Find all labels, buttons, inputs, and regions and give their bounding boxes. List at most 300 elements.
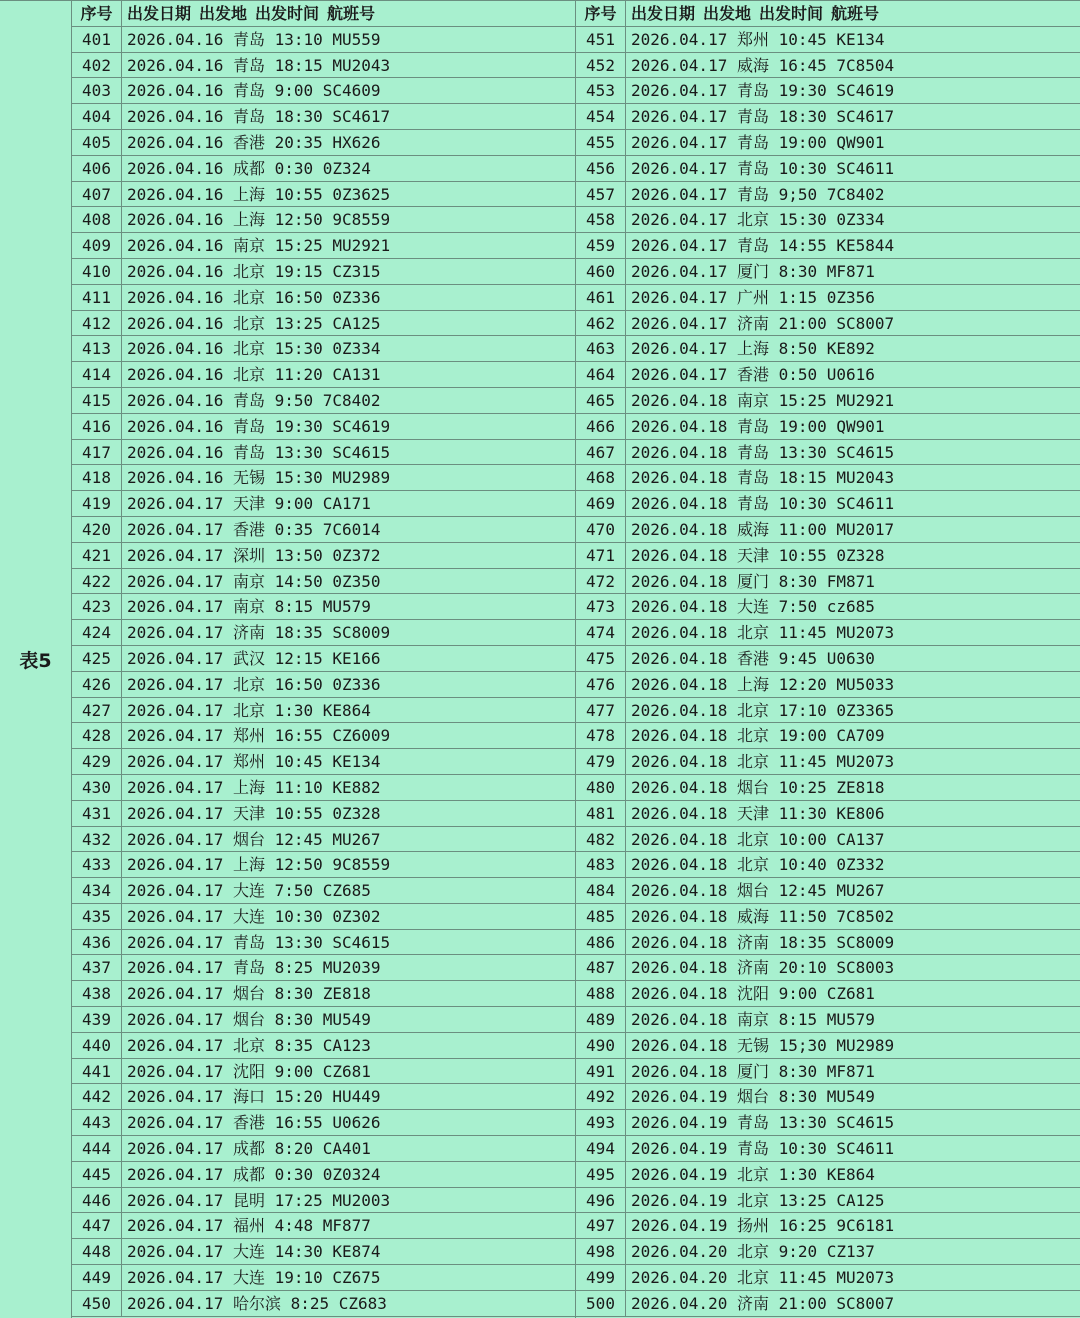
row-flight-info: 2026.04.17 济南 18:35 SC8009 xyxy=(127,623,391,643)
table-row xyxy=(72,1188,575,1214)
row-index: 430 xyxy=(72,775,122,800)
row-flight-info: 2026.04.16 成都 0:30 0Z324 xyxy=(127,158,371,178)
row-index: 484 xyxy=(576,878,626,903)
table-row xyxy=(72,53,575,79)
row-flight-info: 2026.04.17 天津 9:00 CA171 xyxy=(127,494,371,514)
row-index: 464 xyxy=(576,362,626,387)
row-flight-info: 2026.04.17 烟台 8:30 ZE818 xyxy=(127,984,371,1004)
row-index: 470 xyxy=(576,517,626,542)
table-row xyxy=(576,1291,1080,1317)
row-flight-info: 2026.04.17 郑州 16:55 CZ6009 xyxy=(127,726,391,746)
row-flight-info: 2026.04.17 青岛 8:25 MU2039 xyxy=(127,958,381,978)
row-flight-info: 2026.04.16 北京 13:25 CA125 xyxy=(127,313,381,333)
row-flight-info: 2026.04.19 青岛 10:30 SC4611 xyxy=(631,1139,895,1159)
row-flight-info: 2026.04.17 南京 14:50 0Z350 xyxy=(127,571,381,591)
row-index: 408 xyxy=(72,207,122,232)
row-index: 401 xyxy=(72,27,122,52)
row-index: 431 xyxy=(72,801,122,826)
header-fields xyxy=(626,1,1080,26)
table-row xyxy=(576,1007,1080,1033)
row-flight-info: 2026.04.17 厦门 8:30 MF871 xyxy=(631,261,875,281)
row-index: 451 xyxy=(576,27,626,52)
table-row xyxy=(576,259,1080,285)
row-index: 486 xyxy=(576,930,626,955)
row-flight-info: 2026.04.16 青岛 13:10 MU559 xyxy=(127,29,381,49)
row-index: 480 xyxy=(576,775,626,800)
table-row xyxy=(72,362,575,388)
table-row xyxy=(72,440,575,466)
row-flight-info: 2026.04.17 大连 19:10 CZ675 xyxy=(127,1268,381,1288)
row-flight-info: 2026.04.18 厦门 8:30 MF871 xyxy=(631,1061,875,1081)
row-flight-info: 2026.04.18 青岛 10:30 SC4611 xyxy=(631,494,895,514)
table-row xyxy=(72,78,575,104)
row-index: 469 xyxy=(576,491,626,516)
row-index: 437 xyxy=(72,955,122,980)
table-row xyxy=(576,930,1080,956)
row-flight-info: 2026.04.18 香港 9:45 U0630 xyxy=(631,648,875,668)
row-flight-info: 2026.04.17 青岛 13:30 SC4615 xyxy=(127,932,391,952)
row-index: 402 xyxy=(72,53,122,78)
table-row xyxy=(576,156,1080,182)
row-index: 406 xyxy=(72,156,122,181)
row-index: 448 xyxy=(72,1239,122,1264)
row-flight-info: 2026.04.16 北京 16:50 0Z336 xyxy=(127,287,381,307)
row-flight-info: 2026.04.17 上海 12:50 9C8559 xyxy=(127,855,391,875)
header-index: 序号 xyxy=(72,1,122,26)
row-index: 414 xyxy=(72,362,122,387)
table-row xyxy=(576,646,1080,672)
row-flight-info: 2026.04.17 郑州 10:45 KE134 xyxy=(631,29,885,49)
table-row xyxy=(576,207,1080,233)
row-index: 485 xyxy=(576,904,626,929)
row-index: 461 xyxy=(576,285,626,310)
table-row xyxy=(72,981,575,1007)
table-row xyxy=(72,1291,575,1317)
row-flight-info: 2026.04.19 扬州 16:25 9C6181 xyxy=(631,1216,895,1236)
table-row xyxy=(576,388,1080,414)
row-index: 424 xyxy=(72,620,122,645)
row-flight-info: 2026.04.16 青岛 13:30 SC4615 xyxy=(127,442,391,462)
row-flight-info: 2026.04.19 北京 1:30 KE864 xyxy=(631,1164,875,1184)
table-row xyxy=(72,388,575,414)
row-index: 405 xyxy=(72,130,122,155)
row-index: 419 xyxy=(72,491,122,516)
header-flight: 航班号 xyxy=(831,4,880,23)
row-index: 422 xyxy=(72,569,122,594)
table-row xyxy=(72,930,575,956)
row-index: 452 xyxy=(576,53,626,78)
row-flight-info: 2026.04.16 上海 12:50 9C8559 xyxy=(127,210,391,230)
row-flight-info: 2026.04.16 青岛 9:50 7C8402 xyxy=(127,390,381,410)
row-flight-info: 2026.04.17 南京 8:15 MU579 xyxy=(127,597,371,617)
row-index: 467 xyxy=(576,440,626,465)
row-flight-info: 2026.04.17 海口 15:20 HU449 xyxy=(127,1087,381,1107)
row-index: 457 xyxy=(576,182,626,207)
table-row xyxy=(576,981,1080,1007)
row-flight-info: 2026.04.17 广州 1:15 0Z356 xyxy=(631,287,875,307)
row-index: 472 xyxy=(576,569,626,594)
row-flight-info: 2026.04.18 北京 11:45 MU2073 xyxy=(631,752,895,772)
row-index: 497 xyxy=(576,1213,626,1238)
table-row xyxy=(72,852,575,878)
row-flight-info: 2026.04.17 青岛 14:55 KE5844 xyxy=(631,236,895,256)
row-index: 493 xyxy=(576,1110,626,1135)
table-row xyxy=(72,672,575,698)
table-row xyxy=(576,1162,1080,1188)
row-flight-info: 2026.04.16 北京 11:20 CA131 xyxy=(127,365,381,385)
row-index: 425 xyxy=(72,646,122,671)
table-row xyxy=(576,955,1080,981)
row-flight-info: 2026.04.17 北京 15:30 0Z334 xyxy=(631,210,885,230)
row-index: 428 xyxy=(72,723,122,748)
row-index: 487 xyxy=(576,955,626,980)
row-flight-info: 2026.04.18 北京 17:10 0Z3365 xyxy=(631,700,895,720)
header-fields xyxy=(122,1,575,26)
row-flight-info: 2026.04.17 沈阳 9:00 CZ681 xyxy=(127,1061,371,1081)
table-row xyxy=(576,543,1080,569)
header-origin: 出发地 xyxy=(703,4,752,23)
row-index: 468 xyxy=(576,465,626,490)
row-flight-info: 2026.04.16 南京 15:25 MU2921 xyxy=(127,236,391,256)
row-index: 456 xyxy=(576,156,626,181)
row-index: 489 xyxy=(576,1007,626,1032)
row-index: 492 xyxy=(576,1084,626,1109)
row-index: 442 xyxy=(72,1084,122,1109)
row-flight-info: 2026.04.17 武汉 12:15 KE166 xyxy=(127,648,381,668)
row-index: 453 xyxy=(576,78,626,103)
table-row xyxy=(576,1213,1080,1239)
table-row xyxy=(72,878,575,904)
table-row xyxy=(576,362,1080,388)
table-row xyxy=(576,336,1080,362)
row-flight-info: 2026.04.18 北京 19:00 CA709 xyxy=(631,726,885,746)
row-index: 458 xyxy=(576,207,626,232)
row-flight-info: 2026.04.18 北京 10:40 0Z332 xyxy=(631,855,885,875)
table-row xyxy=(72,182,575,208)
row-flight-info: 2026.04.17 威海 16:45 7C8504 xyxy=(631,55,895,75)
table-row xyxy=(72,285,575,311)
table-row xyxy=(72,233,575,259)
row-flight-info: 2026.04.18 济南 18:35 SC8009 xyxy=(631,932,895,952)
row-index: 482 xyxy=(576,827,626,852)
row-index: 407 xyxy=(72,182,122,207)
row-flight-info: 2026.04.17 青岛 18:30 SC4617 xyxy=(631,107,895,127)
row-flight-info: 2026.04.18 威海 11:50 7C8502 xyxy=(631,906,895,926)
row-index: 471 xyxy=(576,543,626,568)
table-row xyxy=(576,233,1080,259)
table-row xyxy=(72,827,575,853)
table-row xyxy=(72,646,575,672)
table-row xyxy=(72,259,575,285)
row-flight-info: 2026.04.17 昆明 17:25 MU2003 xyxy=(127,1190,391,1210)
row-index: 481 xyxy=(576,801,626,826)
row-flight-info: 2026.04.17 烟台 8:30 MU549 xyxy=(127,1010,371,1030)
row-flight-info: 2026.04.17 上海 8:50 KE892 xyxy=(631,339,875,359)
row-flight-info: 2026.04.18 烟台 10:25 ZE818 xyxy=(631,777,885,797)
table-row xyxy=(576,465,1080,491)
table-row xyxy=(72,904,575,930)
table-row xyxy=(576,182,1080,208)
table-row xyxy=(72,620,575,646)
row-index: 496 xyxy=(576,1188,626,1213)
row-index: 409 xyxy=(72,233,122,258)
table-row xyxy=(72,1239,575,1265)
row-index: 479 xyxy=(576,749,626,774)
table-row xyxy=(72,723,575,749)
row-flight-info: 2026.04.16 青岛 19:30 SC4619 xyxy=(127,416,391,436)
table-row xyxy=(72,336,575,362)
header-index: 序号 xyxy=(576,1,626,26)
table-row xyxy=(576,620,1080,646)
row-flight-info: 2026.04.18 厦门 8:30 FM871 xyxy=(631,571,875,591)
row-flight-info: 2026.04.16 青岛 18:15 MU2043 xyxy=(127,55,391,75)
row-index: 426 xyxy=(72,672,122,697)
table-row xyxy=(576,517,1080,543)
table-row xyxy=(72,27,575,53)
table-row xyxy=(72,543,575,569)
row-flight-info: 2026.04.17 哈尔滨 8:25 CZ683 xyxy=(127,1293,387,1313)
table-row xyxy=(72,1059,575,1085)
row-flight-info: 2026.04.17 香港 0:50 U0616 xyxy=(631,365,875,385)
row-index: 436 xyxy=(72,930,122,955)
table-row xyxy=(72,414,575,440)
table-row xyxy=(576,1033,1080,1059)
row-index: 466 xyxy=(576,414,626,439)
row-index: 429 xyxy=(72,749,122,774)
row-flight-info: 2026.04.18 青岛 13:30 SC4615 xyxy=(631,442,895,462)
row-index: 459 xyxy=(576,233,626,258)
rows-left xyxy=(72,27,575,1317)
row-index: 445 xyxy=(72,1162,122,1187)
row-flight-info: 2026.04.20 北京 9:20 CZ137 xyxy=(631,1242,875,1262)
row-index: 500 xyxy=(576,1291,626,1316)
row-index: 432 xyxy=(72,827,122,852)
row-index: 455 xyxy=(576,130,626,155)
table-row xyxy=(72,955,575,981)
table-row xyxy=(576,1110,1080,1136)
table-row xyxy=(576,104,1080,130)
row-index: 427 xyxy=(72,698,122,723)
row-index: 434 xyxy=(72,878,122,903)
table-row xyxy=(72,1007,575,1033)
row-flight-info: 2026.04.18 济南 20:10 SC8003 xyxy=(631,958,895,978)
row-index: 460 xyxy=(576,259,626,284)
row-index: 474 xyxy=(576,620,626,645)
row-index: 416 xyxy=(72,414,122,439)
table-row xyxy=(576,569,1080,595)
table-row xyxy=(576,852,1080,878)
row-flight-info: 2026.04.17 香港 16:55 U0626 xyxy=(127,1113,381,1133)
table-row xyxy=(72,1084,575,1110)
row-index: 454 xyxy=(576,104,626,129)
row-index: 483 xyxy=(576,852,626,877)
row-flight-info: 2026.04.17 青岛 9;50 7C8402 xyxy=(631,184,885,204)
table-row xyxy=(72,491,575,517)
header-time: 出发时间 xyxy=(255,4,320,23)
row-flight-info: 2026.04.17 烟台 12:45 MU267 xyxy=(127,829,381,849)
table-row xyxy=(576,723,1080,749)
table-row xyxy=(576,749,1080,775)
row-flight-info: 2026.04.16 上海 10:55 0Z3625 xyxy=(127,184,391,204)
row-flight-info: 2026.04.17 成都 8:20 CA401 xyxy=(127,1139,371,1159)
table-row xyxy=(576,311,1080,337)
row-index: 410 xyxy=(72,259,122,284)
row-flight-info: 2026.04.18 北京 11:45 MU2073 xyxy=(631,623,895,643)
row-flight-info: 2026.04.18 北京 10:00 CA137 xyxy=(631,829,885,849)
row-index: 478 xyxy=(576,723,626,748)
table-row xyxy=(576,904,1080,930)
row-flight-info: 2026.04.20 北京 11:45 MU2073 xyxy=(631,1268,895,1288)
row-index: 440 xyxy=(72,1033,122,1058)
table-row xyxy=(576,130,1080,156)
header-date: 出发日期 xyxy=(127,4,192,23)
table-row xyxy=(72,156,575,182)
table-row xyxy=(576,1188,1080,1214)
table-row xyxy=(72,594,575,620)
table-row xyxy=(576,27,1080,53)
header-row xyxy=(576,1,1080,27)
row-flight-info: 2026.04.17 大连 14:30 KE874 xyxy=(127,1242,381,1262)
row-flight-info: 2026.04.18 大连 7:50 cz685 xyxy=(631,597,875,617)
table-row xyxy=(576,594,1080,620)
table-row xyxy=(576,672,1080,698)
row-index: 433 xyxy=(72,852,122,877)
table-row xyxy=(576,1059,1080,1085)
table-row xyxy=(72,311,575,337)
table-row xyxy=(72,1213,575,1239)
table-row xyxy=(72,801,575,827)
table-row xyxy=(576,827,1080,853)
row-flight-info: 2026.04.18 南京 8:15 MU579 xyxy=(631,1010,875,1030)
table-row xyxy=(576,285,1080,311)
row-flight-info: 2026.04.16 香港 20:35 HX626 xyxy=(127,132,381,152)
row-flight-info: 2026.04.18 天津 10:55 0Z328 xyxy=(631,545,885,565)
row-flight-info: 2026.04.17 青岛 19:30 SC4619 xyxy=(631,81,895,101)
header-row xyxy=(72,1,575,27)
row-index: 476 xyxy=(576,672,626,697)
table-row xyxy=(72,517,575,543)
row-flight-info: 2026.04.18 青岛 18:15 MU2043 xyxy=(631,468,895,488)
row-index: 438 xyxy=(72,981,122,1006)
table-row xyxy=(576,414,1080,440)
row-index: 415 xyxy=(72,388,122,413)
table-row xyxy=(576,491,1080,517)
row-flight-info: 2026.04.17 上海 11:10 KE882 xyxy=(127,777,381,797)
row-index: 449 xyxy=(72,1265,122,1290)
row-flight-info: 2026.04.18 南京 15:25 MU2921 xyxy=(631,390,895,410)
row-flight-info: 2026.04.19 北京 13:25 CA125 xyxy=(631,1190,885,1210)
row-index: 446 xyxy=(72,1188,122,1213)
table-row xyxy=(72,1265,575,1291)
table-row xyxy=(576,78,1080,104)
table-row xyxy=(576,1136,1080,1162)
row-index: 490 xyxy=(576,1033,626,1058)
row-index: 418 xyxy=(72,465,122,490)
row-flight-info: 2026.04.16 青岛 18:30 SC4617 xyxy=(127,107,391,127)
row-index: 417 xyxy=(72,440,122,465)
table-row xyxy=(576,1084,1080,1110)
row-index: 495 xyxy=(576,1162,626,1187)
row-flight-info: 2026.04.17 青岛 10:30 SC4611 xyxy=(631,158,895,178)
row-flight-info: 2026.04.17 济南 21:00 SC8007 xyxy=(631,313,895,333)
row-index: 473 xyxy=(576,594,626,619)
row-index: 439 xyxy=(72,1007,122,1032)
table-row xyxy=(72,1162,575,1188)
header-time: 出发时间 xyxy=(759,4,824,23)
row-flight-info: 2026.04.17 大连 10:30 0Z302 xyxy=(127,906,381,926)
row-flight-info: 2026.04.17 北京 16:50 0Z336 xyxy=(127,674,381,694)
header-date: 出发日期 xyxy=(631,4,696,23)
row-index: 488 xyxy=(576,981,626,1006)
row-flight-info: 2026.04.18 沈阳 9:00 CZ681 xyxy=(631,984,875,1004)
row-index: 441 xyxy=(72,1059,122,1084)
table-row xyxy=(576,53,1080,79)
table-row xyxy=(576,698,1080,724)
table-block-right xyxy=(576,1,1080,1318)
rows-right xyxy=(576,27,1080,1317)
table-row xyxy=(576,1265,1080,1291)
table-block-left xyxy=(72,1,576,1318)
row-flight-info: 2026.04.17 北京 1:30 KE864 xyxy=(127,700,371,720)
row-index: 411 xyxy=(72,285,122,310)
table-row xyxy=(576,878,1080,904)
table-row xyxy=(576,440,1080,466)
row-flight-info: 2026.04.17 大连 7:50 CZ685 xyxy=(127,881,371,901)
row-index: 450 xyxy=(72,1291,122,1316)
row-flight-info: 2026.04.16 北京 15:30 0Z334 xyxy=(127,339,381,359)
row-index: 499 xyxy=(576,1265,626,1290)
row-index: 494 xyxy=(576,1136,626,1161)
table-row xyxy=(72,207,575,233)
row-flight-info: 2026.04.20 济南 21:00 SC8007 xyxy=(631,1293,895,1313)
row-flight-info: 2026.04.18 天津 11:30 KE806 xyxy=(631,803,885,823)
row-index: 413 xyxy=(72,336,122,361)
row-flight-info: 2026.04.17 香港 0:35 7C6014 xyxy=(127,519,381,539)
row-index: 421 xyxy=(72,543,122,568)
row-flight-info: 2026.04.18 威海 11:00 MU2017 xyxy=(631,519,895,539)
row-flight-info: 2026.04.18 烟台 12:45 MU267 xyxy=(631,881,885,901)
row-index: 412 xyxy=(72,311,122,336)
row-flight-info: 2026.04.16 北京 19:15 CZ315 xyxy=(127,261,381,281)
row-flight-info: 2026.04.17 北京 8:35 CA123 xyxy=(127,1035,371,1055)
row-flight-info: 2026.04.17 天津 10:55 0Z328 xyxy=(127,803,381,823)
row-flight-info: 2026.04.18 无锡 15;30 MU2989 xyxy=(631,1035,895,1055)
row-index: 404 xyxy=(72,104,122,129)
table-row xyxy=(72,1110,575,1136)
row-flight-info: 2026.04.18 上海 12:20 MU5033 xyxy=(631,674,895,694)
row-index: 477 xyxy=(576,698,626,723)
header-flight: 航班号 xyxy=(327,4,376,23)
row-index: 498 xyxy=(576,1239,626,1264)
row-flight-info: 2026.04.17 青岛 19:00 QW901 xyxy=(631,132,885,152)
table-row xyxy=(576,801,1080,827)
row-flight-info: 2026.04.19 青岛 13:30 SC4615 xyxy=(631,1113,895,1133)
row-flight-info: 2026.04.16 无锡 15:30 MU2989 xyxy=(127,468,391,488)
row-flight-info: 2026.04.19 烟台 8:30 MU549 xyxy=(631,1087,875,1107)
row-index: 447 xyxy=(72,1213,122,1238)
row-index: 463 xyxy=(576,336,626,361)
row-index: 435 xyxy=(72,904,122,929)
table-row xyxy=(72,1033,575,1059)
row-flight-info: 2026.04.18 青岛 19:00 QW901 xyxy=(631,416,885,436)
table-row xyxy=(72,698,575,724)
row-flight-info: 2026.04.17 深圳 13:50 0Z372 xyxy=(127,545,381,565)
row-index: 462 xyxy=(576,311,626,336)
row-flight-info: 2026.04.17 成都 0:30 0Z0324 xyxy=(127,1164,381,1184)
table-row xyxy=(72,104,575,130)
row-index: 444 xyxy=(72,1136,122,1161)
row-index: 443 xyxy=(72,1110,122,1135)
